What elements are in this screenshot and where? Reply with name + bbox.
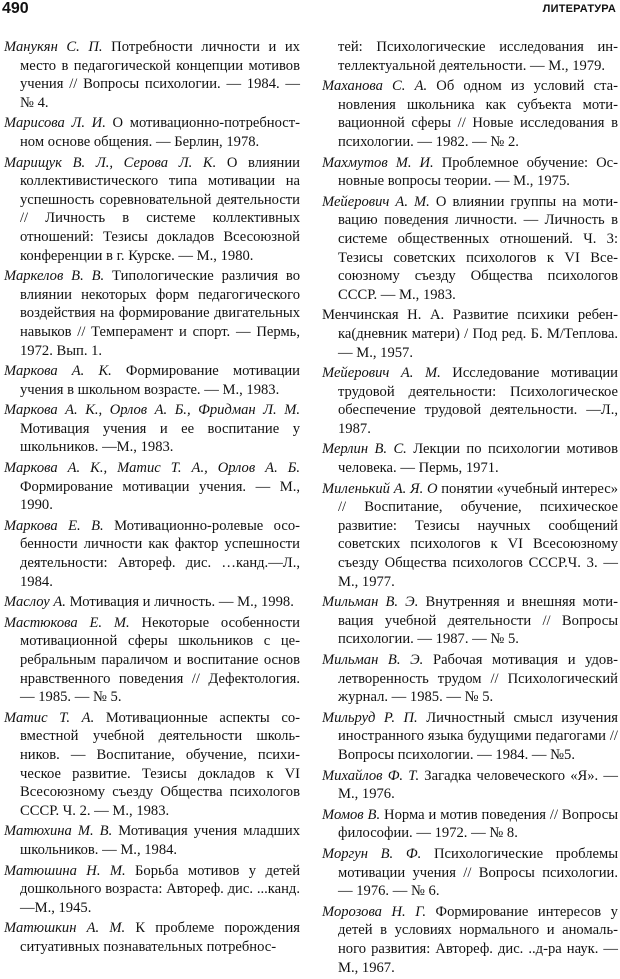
bibliography-entry [4, 517, 300, 591]
entry-text: Загадка человеческого «Я». — М., 1976. [338, 767, 618, 803]
right-column [322, 38, 618, 979]
bibliography-entry [4, 362, 300, 399]
continuation-text: тей: Психологические исследования интеллектуальной деятельности. — М., 1979. [338, 39, 618, 74]
bibliography-entry [322, 364, 618, 438]
entry-author: Матюшкин А. М. [4, 920, 126, 937]
bibliography-entry [4, 38, 300, 112]
entry-text: Исследование мотивации трудовой деятельности: Психологическое обеспечение трудовой деятельности. —Л., 1987. [338, 365, 618, 437]
entry-text: Мотивация учения и ее воспитание у школьников. —М., 1983. [20, 420, 300, 456]
bibliography-entry [322, 154, 618, 191]
entry-text: Рабочая мотивация и удовлетворенность трудом // Психологический журнал. — 1985. — № 5. [338, 652, 618, 706]
entry-author: Матюхина М. В. [4, 823, 113, 840]
entry-text: Некоторые особенности мотивационной сферы школьников с церебральным параличом и воспитание основ нравственного поведения // Дефектология. — 1985. — № 5. [20, 614, 300, 706]
entry-text: Формирование мотивации учения в школьном возрасте. — М., 1983. [20, 363, 300, 398]
entry-author: Момов В. [322, 806, 381, 823]
entry-text: Лекции по психологии мотивов человека. — Пермь, 1971. [338, 441, 618, 477]
bibliography-entry [322, 651, 618, 707]
page-number: 490 [2, 0, 29, 17]
entry-author: Мейерович А. М. [322, 365, 441, 382]
bibliography-entry [322, 593, 618, 649]
bibliography-entry [322, 709, 618, 765]
bibliography-entry [322, 480, 618, 592]
bibliography-entry [322, 440, 618, 477]
entry-text: Личностный смысл изучения иностранного языка будущими педагогами // Вопросы психологии. — 1984. — №5. [338, 709, 618, 763]
entry-author: Маслоу А. [4, 594, 66, 611]
bibliography-entry [4, 459, 300, 515]
bibliography-entry [322, 845, 618, 901]
entry-text: Психологические проблемы мотивации учения // Вопросы психологии. — 1976. — № 6. [338, 845, 618, 900]
entry-text: К проблеме порождения ситуативных познавательных потребнос- [20, 920, 301, 955]
entry-author: Мейерович А. М. [322, 193, 430, 210]
entry-text: Мотивационно-ролевые особенности личности как фактор успешности деятельности: Автореф. дис. …канд.—Л., 1984. [20, 517, 300, 590]
bibliography-entry [322, 806, 618, 843]
running-head: ЛИТЕРАТУРА [542, 3, 616, 15]
entry-text: О влиянии группы на мотивацию поведения личности. — Личность в системе общественных отношений. Ч. 3: Тезисы советских психологов к VI Всесоюзному съезду Общества психологов СССР. — М., 1983. [338, 193, 619, 303]
bibliography-entry [4, 114, 300, 151]
entry-text: Мотивация и личность. — М., 1998. [65, 594, 294, 611]
entry-author: Мильман В. Э. [322, 652, 424, 668]
entry-author: Матюшина Н. М. [4, 862, 126, 879]
bibliography-entry [322, 193, 618, 305]
entry-text: Менчинская Н. А. Развитие психики ребенка(дневник матери) / Под ред. Б. М/Теплова. — М., 1957. [322, 307, 618, 361]
entry-author: Миленький А. Я. О [322, 480, 438, 497]
entry-author: Мильруд Р. П. [322, 709, 418, 726]
bibliography-entry [4, 267, 300, 360]
entry-text: О влиянии коллективистического типа мотивации на успешность соревновательной деятельности // Личность в системе коллективных отношений: Тезисы докладов Всесоюзной конференции в г. Курске. — М., 1980. [20, 154, 300, 264]
entry-text: Формирование интересов у детей в условиях нормального и аномального развития: Автореф. дис. ..д-ра наук. — М., 1967. [338, 903, 618, 976]
bibliography-entry [322, 767, 618, 804]
entry-author: Маркелов В. В. [4, 268, 105, 285]
bibliography-entry [4, 919, 300, 956]
bibliography-entry [4, 593, 300, 612]
entry-author: Маркова А. К. [4, 363, 112, 380]
entry-author: Маханова С. А. [322, 78, 428, 95]
bibliography-entry [4, 709, 300, 821]
bibliography-entry [322, 77, 618, 151]
entry-author: Мильман В. Э. [322, 594, 419, 611]
entry-author: Мерлин В. С. [322, 441, 407, 458]
entry-text: Борьба мотивов у детей дошкольного возраста: Автореф. дис. ...канд. —М., 1945. [20, 862, 301, 916]
page-header [0, 0, 620, 18]
bibliography-entry [322, 903, 618, 977]
entry-text: Мотивационные аспекты совместной учебной деятельности школьников. — Воспитание, обучение, психическое развитие. Тезисы докладов к VI Всесоюзному съезду Общества психологов СССР. Ч. 2. — М., 1983. [20, 709, 300, 819]
entry-text: Норма и мотив поведения // Вопросы философии. — 1972. — № 8. [338, 806, 618, 842]
entry-text: Об одном из условий становления школьника как субъекта мотивационной сферы // Новые исследования в психологии. — 1982. — № 2. [338, 78, 619, 150]
entry-text: Потребности личности и их место в педагогической концепции мотивов учения // Вопросы психологии. — 1984. — № 4. [20, 39, 300, 111]
entry-author: Мастюкова Е. М. [4, 614, 130, 631]
entry-text: Типологические различия во влиянии некоторых форм педагогического воздействия на формирование двигательных навыков // Темперамент и спорт. — Пермь, 1972. Вып. 1. [20, 268, 301, 359]
entry-author: Марищук В. Л., Серова Л. К. [4, 154, 217, 171]
entry-author: Манукян С. П. [4, 39, 103, 55]
entry-text: Формирование мотивации учения. — М., 1990. [20, 478, 300, 514]
entry-text: Проблемное обучение: Основные вопросы теории. — М., 1975. [338, 154, 618, 190]
entry-author: Матис Т. А. [4, 709, 95, 726]
entry-author: Маркова А. К., Матис Т. А., Орлов А. Б. [4, 460, 300, 477]
entry-author: Моргун В. Ф. [322, 845, 422, 862]
left-column [4, 38, 300, 959]
entry-text: понятии «учебный интерес» // Воспитание, обучение, психическое развитие: Тезисы научных сообщений советских психологов к VI Всесоюзному съезду Общества психологов СССР.Ч. 3. — М., 1977. [338, 480, 618, 590]
bibliography-entry [4, 401, 300, 457]
bibliography-entry [322, 306, 618, 362]
entry-author: Маркова Е. В. [4, 517, 104, 534]
entry-text: Внутренняя и внешняя мотивация учебной деятельности // Вопросы психологии. — 1987. — № 5. [338, 594, 618, 648]
entry-author: Марисова Л. И. [4, 115, 106, 132]
entry-text: О мотивационно-потребностном основе общения. — Берлин, 1978. [20, 115, 300, 150]
bibliography-entry [4, 154, 300, 266]
entry-author: Михайлов Ф. Т. [322, 767, 420, 784]
entry-author: Махмутов М. И. [322, 154, 434, 171]
bibliography-entry [4, 822, 300, 859]
entry-author: Морозова Н. Г. [322, 903, 427, 920]
bibliography-entry [4, 862, 300, 918]
entry-text: Мотивация учения младших школьников. — М., 1984. [20, 823, 300, 858]
entry-author: Маркова А. К., Орлов А. Б., Фридман Л. М. [4, 402, 300, 419]
bibliography-entry [4, 614, 300, 707]
